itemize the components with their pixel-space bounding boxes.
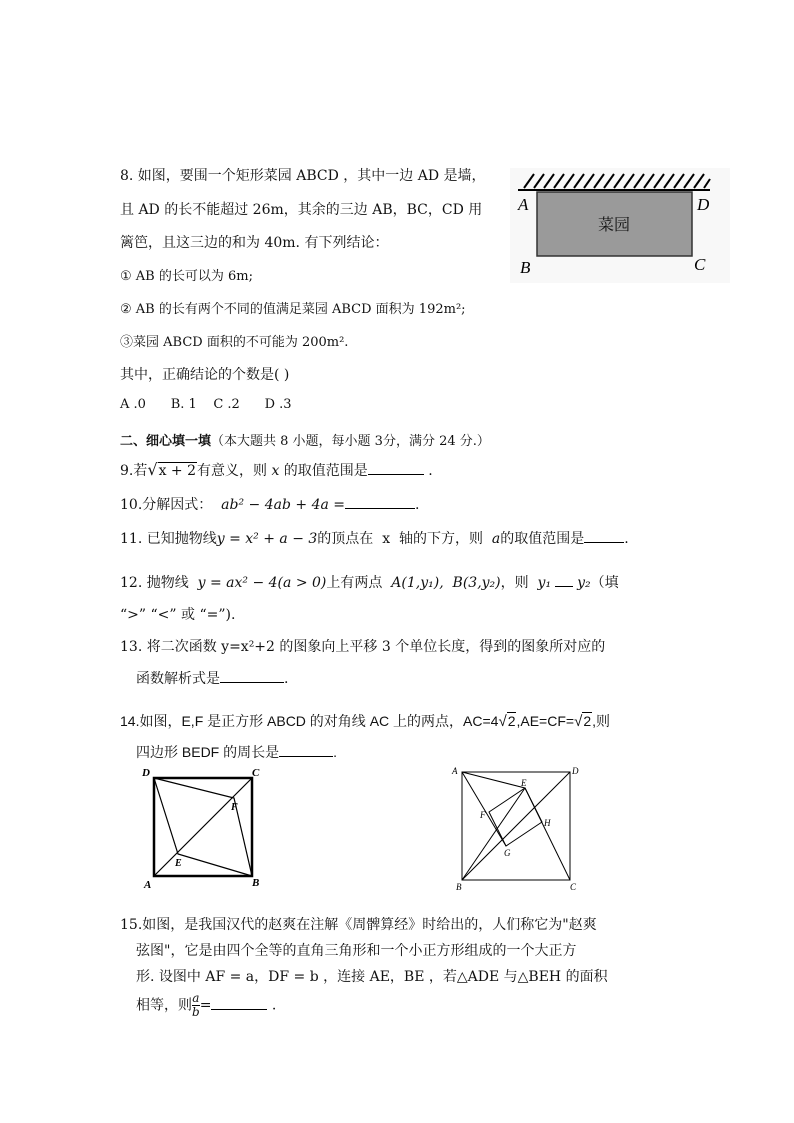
q9-blank[interactable] (368, 462, 424, 475)
q15-den: b (192, 1005, 200, 1019)
q14-line2 (136, 742, 337, 762)
q11-expr: y = x² + a − 3 (216, 531, 318, 547)
q14-tail: . (333, 744, 338, 760)
fig2-label-F: F (480, 810, 486, 820)
q12-blank[interactable] (555, 574, 573, 587)
q9-post-b: 的取值范围是 (279, 463, 368, 479)
q14-line1-c: ,则 (592, 713, 610, 729)
q11-tail: . (624, 531, 629, 547)
q15-num: a (192, 991, 200, 1005)
small-square (489, 788, 542, 846)
q8-options: A .0 B. 1 C .2 D .3 (120, 397, 292, 412)
fig2-label-G: G (504, 848, 511, 858)
garden-figure (510, 168, 730, 283)
q10 (120, 494, 419, 514)
fig-label-C: C (694, 255, 706, 274)
q10-pre: 10.分解因式： (120, 497, 222, 513)
q15-line2: 弦图"，它是由四个全等的直角三角形和一个小正方形组成的一个大正方 (136, 943, 577, 959)
q10-tail: . (415, 497, 420, 513)
fig2-label-A: A (452, 766, 458, 776)
q15-fraction (192, 992, 200, 1019)
q13-line2 (136, 668, 288, 688)
q14-line1-a: 14.如图，E,F 是正方形 ABCD 的对角线 AC 上的两点，AC=4 (120, 713, 499, 729)
garden-label: 菜园 (597, 215, 631, 234)
q15-line4-b: = (199, 997, 212, 1014)
q11-mid: 的顶点在 x 轴的下方，则 (317, 531, 492, 547)
q13-line1: 13. 将二次函数 y=x²+2 的图象向上平移 3 个单位长度，得到的图象所对应的 (120, 639, 606, 655)
q15-line3: 形. 设图中 AF = a，DF = b ，连接 AE，BE ，若△ADE 与△BEH 的面积 (136, 969, 608, 985)
q13-blank[interactable] (220, 670, 284, 683)
q12-y2: y₂ (577, 575, 591, 591)
section2-title: 二、细心填一填 (120, 434, 212, 449)
q14-square-figure (138, 762, 268, 892)
q12-line2: “>” “<” 或 “=”). (120, 607, 236, 623)
q8-conclusion-2: ② AB 的长有两个不同的值满足菜园 ABCD 面积为 192m²; (120, 302, 466, 317)
q10-blank[interactable] (345, 496, 415, 509)
q8-question: 其中，正确结论的个数是( ) (120, 367, 290, 383)
q10-expr: ab² − 4ab + 4a = (221, 497, 346, 513)
q8-line2: 且 AD 的长不能超过 26m，其余的三边 AB，BC，CD 用 (120, 202, 483, 218)
q14-root1: 2 (507, 713, 516, 729)
fig1-label-A: A (144, 879, 152, 891)
fig2-label-C: C (570, 882, 577, 892)
fig1-label-F: F (231, 802, 238, 813)
q14-blank[interactable] (279, 744, 333, 757)
fig1-label-B: B (252, 877, 260, 889)
fig1-label-C: C (252, 767, 260, 779)
fig1-label-D: D (142, 767, 150, 779)
q13-tail: . (284, 671, 289, 687)
fig-label-B: B (520, 258, 531, 277)
q11-pre: 11. 已知抛物线 (120, 531, 217, 547)
q15-line4-a: 相等，则 (136, 997, 192, 1014)
section2-heading (120, 430, 490, 449)
q8-line1: 8. 如图，要围一个矩形菜园 ABCD ，其中一边 AD 是墙， (120, 168, 486, 184)
q12-mid: 上有两点 (326, 575, 392, 591)
q14-root2: 2 (583, 713, 592, 729)
q9-radicand: x + 2 (158, 463, 196, 479)
q12-pre: 12. 抛物线 (120, 575, 198, 591)
q12-line1 (120, 572, 619, 592)
q14-line2-text: 四边形 BEDF 的周长是 (136, 744, 280, 760)
fig2-label-D: D (572, 766, 579, 776)
q13-line2-text: 函数解析式是 (136, 671, 220, 687)
fig2-label-B: B (456, 882, 462, 892)
fig2-label-E: E (521, 778, 527, 788)
q12-expr: y = ax² − 4(a > 0) (197, 575, 327, 591)
q14-line1: 14.如图，E,F 是正方形 ABCD 的对角线 AC 上的两点，AC=4√2,AE=CF=√2,则 (120, 713, 610, 730)
fig-label-A: A (518, 195, 529, 214)
q9-var: x (271, 463, 280, 479)
zhao-shuang-figure (448, 762, 588, 892)
q15-line1: 15.如图，是我国汉代的赵爽在注解《周髀算经》时给出的，人们称它为"赵爽 (120, 917, 597, 933)
q9: 9.若√x + 2有意义，则 x 的取值范围是 . (120, 460, 433, 479)
q15-line4 (136, 992, 276, 1019)
q8-conclusion-3: ③菜园 ABCD 面积的不可能为 200m². (120, 335, 349, 350)
q11-blank[interactable] (584, 530, 624, 543)
fig1-label-E: E (175, 858, 182, 869)
fig2-label-H: H (544, 818, 551, 828)
q12-fill: （填 (590, 575, 619, 591)
q8-conclusion-1: ① AB 的长可以为 6m; (120, 269, 253, 284)
q12-mid2: ，则 (500, 575, 538, 591)
q14-line1-b: ,AE=CF= (516, 713, 575, 729)
q11 (120, 528, 629, 548)
q9-post-a: 有意义，则 (197, 463, 272, 479)
fig-label-D: D (697, 195, 710, 214)
q12-y1: y₁ (537, 575, 552, 591)
q11-var: a (491, 531, 501, 547)
q8-line3: 篱笆，且这三边的和为 40m. 有下列结论： (120, 235, 389, 251)
q15-tail: . (267, 997, 277, 1014)
section2-note: （本大题共 8 小题，每小题 3分，满分 24 分.） (211, 434, 490, 449)
q9-tail: . (423, 463, 433, 479)
q15-blank[interactable] (211, 997, 267, 1010)
q12-points: A(1,y₁), B(3,y₂) (391, 575, 501, 591)
q9-pre: 9.若 (120, 463, 148, 479)
q11-post: 的取值范围是 (500, 531, 585, 547)
